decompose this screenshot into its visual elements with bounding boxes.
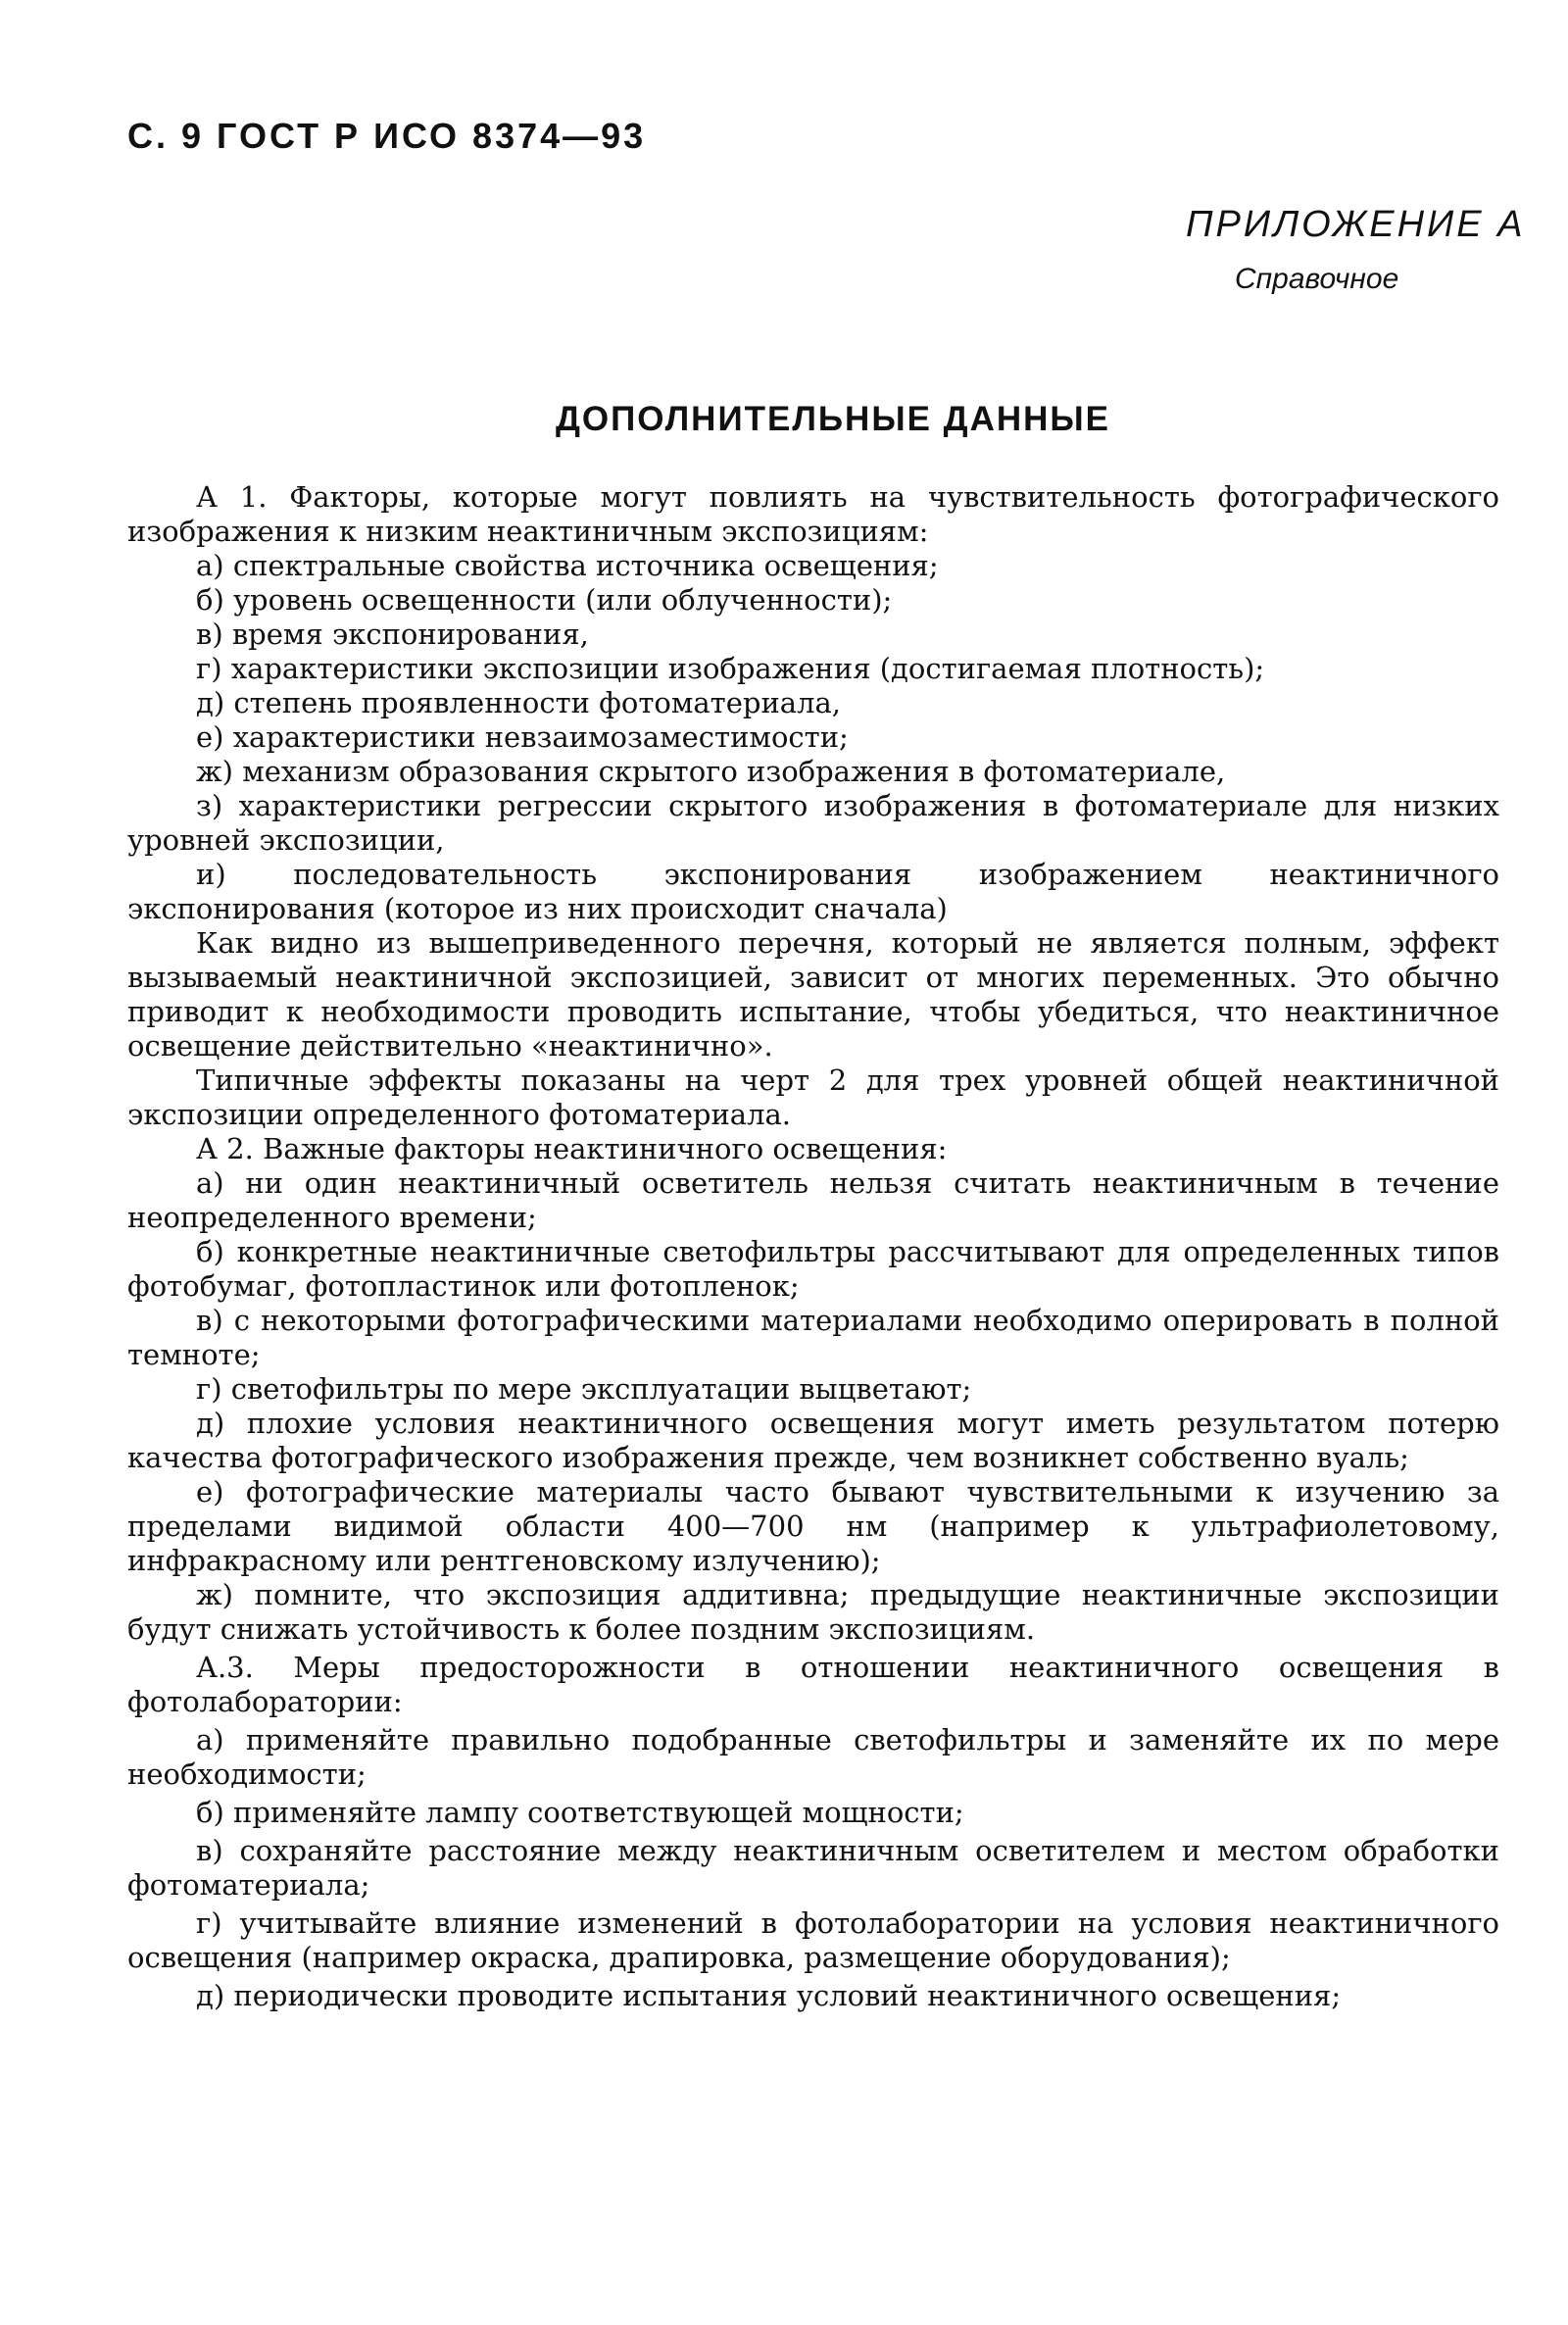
list-item-a: а) спектральные свойства источника освещения; bbox=[196, 549, 939, 582]
list-item-a3-v: в) сохраняйте расстояние между неактиничным осветителем и местом обработки фотоматериала; bbox=[127, 1834, 1499, 1902]
list-item-g: г) характеристики экспозиции изображения (достигаемая плотность); bbox=[196, 652, 1265, 685]
list-item-d: д) степень проявленности фотоматериала, bbox=[196, 686, 841, 719]
paragraph-a2: А 2. Важные факторы неактиничного освещения: bbox=[196, 1132, 948, 1165]
list-item-a2-e: е) фотографические материалы часто бывают чувствительными к изучению за пределами видимой области 400—700 нм (например к ультрафиолетовому, инфракрасному или рентгеновскому излучению); bbox=[127, 1475, 1499, 1577]
list-item-z: з) характеристики регрессии скрытого изображения в фотоматериале для низких уровней экспозиции, bbox=[127, 789, 1499, 857]
page-header: С. 9 ГОСТ Р ИСО 8374—93 bbox=[127, 116, 647, 156]
list-item-a2-b: б) конкретные неактиничные светофильтры рассчитывают для определенных типов фотобумаг, фотопластинок или фотопленок; bbox=[127, 1235, 1499, 1303]
list-item-a3-a: а) применяйте правильно подобранные светофильтры и заменяйте их по мере необходимости; bbox=[127, 1723, 1499, 1791]
list-item-a3-g: г) учитывайте влияние изменений в фотолаборатории на условия неактиничного освещения (например окраска, драпировка, размещение оборудования); bbox=[127, 1906, 1499, 1974]
list-item-a2-a: а) ни один неактиничный осветитель нельзя считать неактиничным в течение неопределенного времени; bbox=[127, 1166, 1499, 1234]
document-body bbox=[127, 480, 1499, 2013]
paragraph-note: Как видно из вышеприведенного перечня, который не является полным, эффект вызываемый неактиничной экспозицией, зависит от многих переменных. Это обычно приводит к необходимости проводить испытание, чтобы убедиться, что неактиничное освещение действительно «неактинично». bbox=[127, 926, 1499, 1063]
appendix-label: ПРИЛОЖЕНИЕ А bbox=[1186, 204, 1526, 245]
section-title: ДОПОЛНИТЕЛЬНЫЕ ДАННЫЕ bbox=[555, 400, 1111, 438]
list-item-b: б) уровень освещенности (или облученности); bbox=[196, 583, 893, 617]
list-item-v: в) время экспонирования, bbox=[196, 618, 589, 651]
list-item-a3-b: б) применяйте лампу соответствующей мощности; bbox=[196, 1796, 964, 1829]
list-item-a2-g: г) светофильтры по мере эксплуатации выцветают; bbox=[196, 1372, 972, 1406]
list-item-a2-zh: ж) помните, что экспозиция аддитивна; предыдущие неактиничные экспозиции будут снижать устойчивость к более поздним экспозициям. bbox=[127, 1578, 1499, 1646]
appendix-type: Справочное bbox=[1235, 263, 1399, 295]
list-item-a2-v: в) с некоторыми фотографическими материалами необходимо оперировать в полной темноте; bbox=[127, 1304, 1499, 1371]
paragraph-a1: А 1. Факторы, которые могут повлиять на чувствительность фотографического изображения к низким неактиничным экспозициям: bbox=[127, 480, 1499, 548]
list-item-a3-d: д) периодически проводите испытания условий неактиничного освещения; bbox=[196, 1979, 1342, 2012]
list-item-a2-d: д) плохие условия неактиничного освещения могут иметь результатом потерю качества фотографического изображения прежде, чем возникнет собственно вуаль; bbox=[127, 1407, 1499, 1474]
list-item-zh: ж) механизм образования скрытого изображения в фотоматериале, bbox=[196, 755, 1226, 788]
paragraph-typical-effects: Типичные эффекты показаны на черт 2 для трех уровней общей неактиничной экспозиции определенного фотоматериала. bbox=[127, 1064, 1499, 1131]
list-item-e: е) характеристики невзаимозаместимости; bbox=[196, 720, 849, 754]
paragraph-a3: А.3. Меры предосторожности в отношении неактиничного освещения в фотолаборатории: bbox=[127, 1651, 1499, 1718]
list-item-i: и) последовательность экспонирования изображением неактиничного экспонирования (которое из них происходит сначала) bbox=[127, 858, 1499, 925]
